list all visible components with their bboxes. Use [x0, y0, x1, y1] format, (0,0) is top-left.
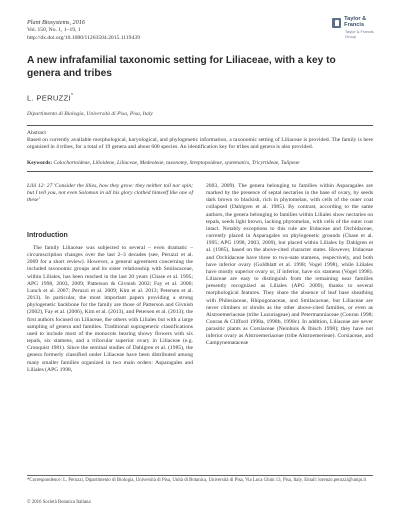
keywords-text: Calochortoideae, Lilioideae, Liliaceae, Medeoleae, taxonomy, Streptopoideae, systematics, Tricyrtideae, Tulipeae [53, 160, 300, 166]
article-title: A new infrafamilial taxonomic setting for Liliaceae, with a key to genera and tribes [27, 55, 336, 79]
journal-name: Plant Biosystems, 2016 [27, 19, 85, 26]
top-divider [27, 125, 373, 126]
section-heading-introduction: Introduction [27, 232, 68, 239]
introduction-left-column: The family Liliaceae was subjected to several – even dramatic – circumscription changes over the last 2–3 decades (see, Peruzzi et al. 2009 for a short review). However, a general agreement concerning the included taxonomic groups and its sister relationship with Smilacaceae, within Liliales, has been reached in the last 20 years (Chase et al. 1995; APG 1998, 2003, 2009; Patterson & Givnish 2002; Fay et al. 2006; Lunch et al. 2007; Peruzzi et al. 2009; Kim et al. 2013; Petersen et al. 2013). In particular, the most important papers providing a strong phylogenetic backbone for the family are those of Patterson and Givnish (2002), Fay et al. (2006), Kim et al. (2013), and Petersen et al. (2013); the first authors focused on Liliaceae, the others with Liliales but with a large sampling of genera and families. Traditional suprageneric classifications used to include most of the monocots bearing showy flowers with six tepals, six stamens, and a trilocular superior ovary in Liliaceae (e.g. Cronquist 1981). Since the seminal studies of Dahlgren et al. (1985), the genera formerly classified under Liliaceae have been distributed among many smaller families organized in two main orders: Asparagales and Liliales (APG 1998, [27, 245, 193, 373]
keywords-label: Keywords: [27, 160, 53, 166]
author-line [27, 93, 73, 103]
abstract-label: Abstract [27, 130, 46, 136]
doi-link[interactable]: http://dx.doi.org/10.1080/11263504.2015.1119439 [27, 35, 140, 41]
journal-volume: Vol. 150, No. 1, 1–19, 1 [27, 27, 81, 33]
author-name: L. PERUZZI [27, 93, 71, 103]
publisher-group: Taylor & Francis Group [345, 28, 374, 39]
abstract-block [27, 130, 373, 152]
copyright-notice: © 2016 Società Botanica Italiana [27, 500, 91, 505]
author-mark: * [70, 93, 74, 99]
correspondence-footnote: *Correspondence: L. Peruzzi, Dipartimento di Biologia, Università di Pisa, Unità di Botanica, Università di Pisa, Via Luca Ghini 13, Pisa, Italy. Email: lorenzo.peruzzi@unipi.it [27, 478, 367, 483]
publisher-logo-row [332, 17, 384, 29]
abstract-text: Based on currently available morphological, karyological, and phylogenetic information, a taxonomic setting of Liliaceae is provided. The family is here organized in 4 tribes, for a total of 19 genera and about 600 species. An identification key for tribes and genera is also provided. [27, 137, 373, 151]
author-affiliation: Dipartimento di Biologia, Università di Pisa, Pisa, Italy [27, 111, 153, 117]
keywords-block [27, 160, 373, 166]
bottom-divider [27, 171, 373, 172]
footnote-divider [27, 475, 373, 476]
publisher-mark-icon [332, 18, 341, 28]
publisher-logo [332, 17, 384, 39]
publisher-name: Taylor & Francis [344, 16, 367, 28]
introduction-right-column: 2003, 2009). The genera belonging to families within Asparagales are marked by the presence of septal nectaries in the base of ovary, by seeds dark brown to blackish, rich in phytomelan, with cells of the outer coat collapsed (Dahlgren et al. 1985). By contrast, according to the same authors, the genera belonging to families within Liliales show nectaries on tepals, seeds light brown, lacking phytomelan, with cells of the outer coat intact. Notably exceptions to this rule are Iridaceae and Orchidaceae, currently placed in Asparagales on phylogenetic grounds (Chase et al. 1995; APG 1998, 2003, 2009), but placed within Liliales by Dahlgren et al. (1985), based on the above-cited character states. However, Iridaceae and Orchidaceae have three to two-nate stamens, respectively, and both have inferior ovary (Goldblatt et al. 1998; Vogel 1998), while Liliales have mostly superior ovary or, if inferior, have six stamens (Vogel 1998). Liliaceae are easy to distinguish from the remaining near families presently recognized as Liliales (APG 2009), thanks to several morphological features. They share the absence of leaf base sheathing with Philesiaceae, Rhipogonaceae, and Smilacaceae, but Liliaceae are never climbers or shrubs as the other above-cited families, or even as Alstroemeriaceae (tribe Luzuriageae) and Petermanniaceae (Conran 1998; Conran & Clifford 1998a, 1998b, 1998c). In addition, Liliaceae are never parasitic plants as Corsiaceae (Neinhuis & Ibisch 1998); they have not inferior ovary as Alstroemeriaceae (tribe Alstroemerieae). Corsiaceae, and Campynemataceae [206, 183, 373, 347]
epigraph: Lilii 12: 27 'Consider the lilies, how they grow: they neither toil nor spin; but I tell you, not even Solomon in all his glory clothed himself like one of these' [27, 183, 193, 204]
